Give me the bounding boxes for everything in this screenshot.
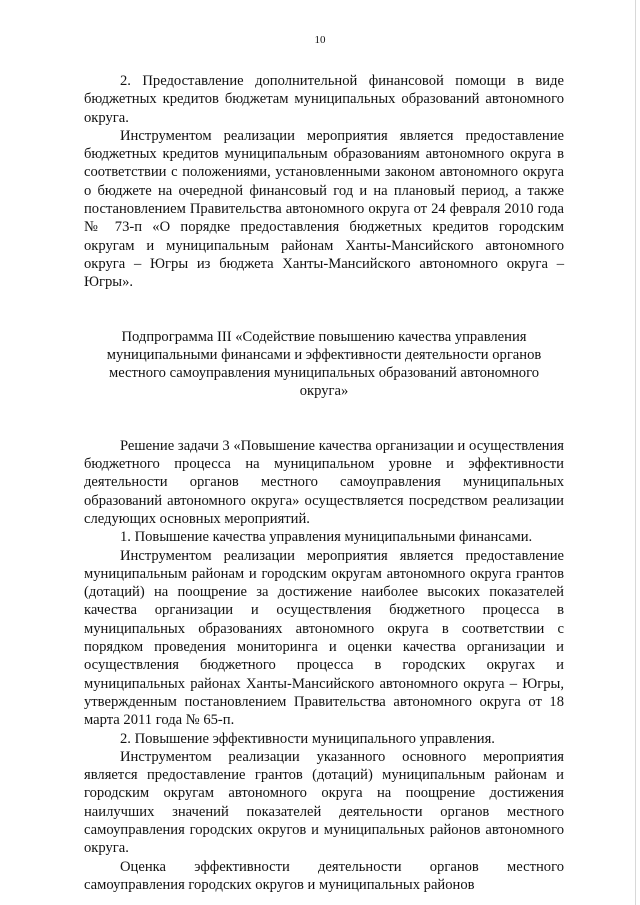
- paragraph-measure-1: 1. Повышение качества управления муниципальными финансами.: [120, 529, 533, 546]
- paragraph-additional-financial-aid: 2. Предоставление дополнительной финансовой помощи в виде бюджетных кредитов бюджетам муниципальных образований автономного округа.: [84, 73, 564, 126]
- subprogram-heading: Подпрограмма III «Содействие повышению качества управления муниципальными финансами и эффективности деятельности органов местного самоуправления муниципальных образований автономного округа»: [106, 328, 542, 400]
- scan-edge-line: [635, 0, 636, 905]
- page-number: 10: [314, 34, 326, 46]
- paragraph-budget-credits-instrument: Инструментом реализации мероприятия является предоставление бюджетных кредитов муниципальным образованиям автономного округа в соответствии с положениями, установленными законом автономного округа о бюджете на очередной финансовый год и на плановый период, а также постановлением Правительства автономного округа от 24 февраля 2010 года № 73-п «О порядке предоставления бюджетных кредитов городским округам и муниципальным районам Ханты-Мансийского автономного округа – Югры из бюджета Ханты-Мансийского автономного округа – Югры».: [84, 127, 564, 291]
- spacer: [84, 292, 564, 328]
- document-body: [84, 72, 564, 894]
- paragraph-evaluation: Оценка эффективности деятельности органов местного самоуправления городских округов и муниципальных районов: [84, 858, 564, 893]
- paragraph-measure-2: 2. Повышение эффективности муниципального управления.: [120, 730, 495, 747]
- spacer: [84, 401, 564, 437]
- paragraph-measure-1-instrument: Инструментом реализации мероприятия является предоставление муниципальным районам и городским округам автономного округа грантов (дотаций) на поощрение за достижение наиболее высоких показателей качества организации и осуществления бюджетного процесса в муниципальных образованиях автономного округа в соответствии с порядком проведения мониторинга и оценки качества организации и осуществления бюджетного процесса в городских округах и муниципальных районах Ханты-Мансийского автономного округа – Югры, утвержденным постановлением Правительства автономного округа от 18 марта 2011 года № 65-п.: [84, 547, 564, 729]
- paragraph-measure-2-instrument: Инструментом реализации указанного основного мероприятия является предоставление грантов (дотаций) муниципальным районам и городским округам автономного округа на поощрение достижения наилучших значений показателей деятельности органов местного самоуправления городских округов и муниципальных районов автономного округа.: [84, 748, 564, 857]
- paragraph-task-3: Решение задачи 3 «Повышение качества организации и осуществления бюджетного процесса на муниципальном уровне и эффективности деятельности органов местного самоуправления муниципальных образований автономного округа» осуществляется посредством реализации следующих основных мероприятий.: [84, 437, 564, 527]
